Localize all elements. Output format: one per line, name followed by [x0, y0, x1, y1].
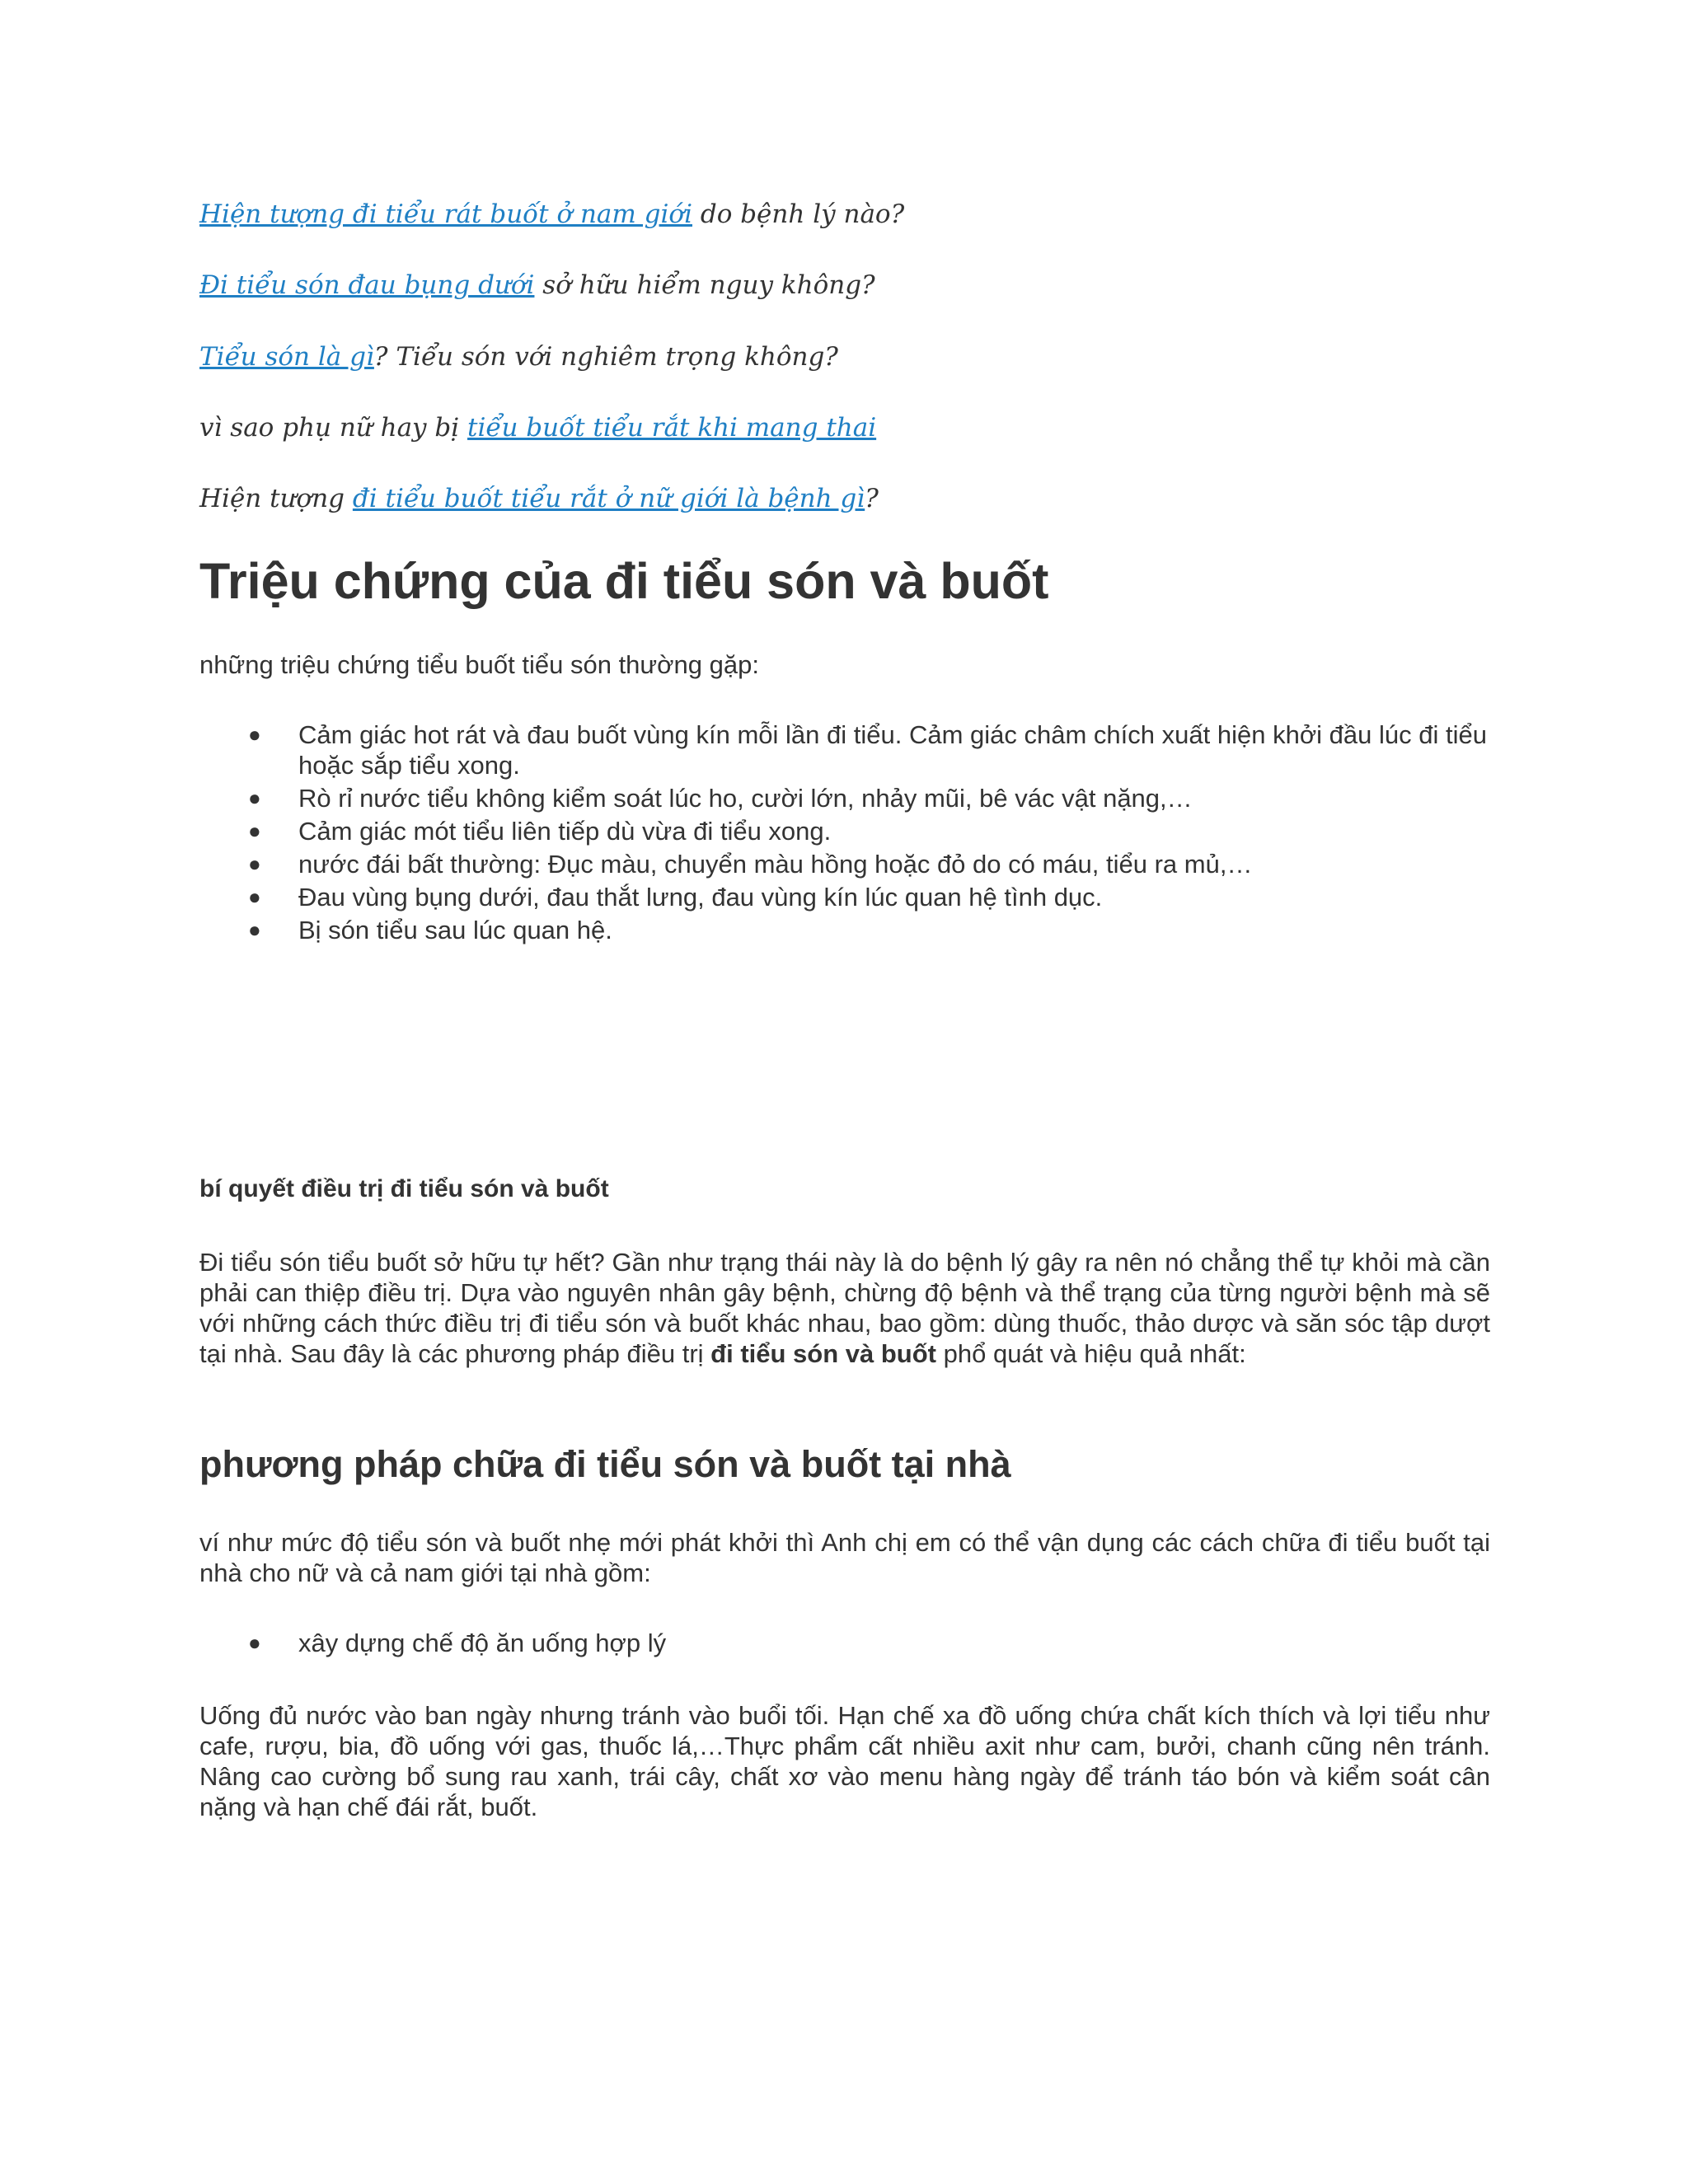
list-item-text: nước đái bất thường: Đục màu, chuyển màu hồng hoặc đỏ do có máu, tiểu ra mủ,… [298, 850, 1253, 879]
related-link[interactable]: tiểu buốt tiểu rắt khi mang thai [467, 413, 877, 443]
symptoms-list [199, 719, 1490, 948]
bullet-icon: ● [248, 884, 261, 909]
related-link-row [199, 269, 875, 302]
related-link-prefix: vì sao phụ nữ hay bị [199, 413, 468, 443]
diet-paragraph: Uống đủ nước vào ban ngày nhưng tránh vào buổi tối. Hạn chế xa đồ uống chứa chất kích thích và lợi tiểu như cafe, rượu, bia, đồ uống với gas, thuốc lá,…Thực phẩm cất nhiều axit như cam, bưởi, chanh cũng nên tránh. Nâng cao cường bổ sung rau xanh, trái cây, chất xơ vào menu hàng ngày để tránh táo bón và kiểm soát cân nặng và hạn chế đái rắt, buốt. [199, 1701, 1490, 1821]
related-link[interactable]: Đi tiểu són đau bụng dưới [199, 270, 535, 300]
bullet-icon: ● [248, 785, 261, 810]
treatment-text-end: phổ quát và hiệu quả nhất: [936, 1339, 1246, 1368]
main-title: Triệu chứng của đi tiểu són và buốt [199, 553, 1049, 609]
treatment-paragraph [199, 1247, 1490, 1369]
home-treatment-heading: phương pháp chữa đi tiểu són và buốt tại nhà [199, 1443, 1011, 1485]
tips-list [199, 1628, 1490, 1658]
related-link-row [199, 411, 876, 444]
related-link[interactable]: Hiện tượng đi tiểu rát buốt ở nam giới [199, 199, 692, 229]
bullet-icon: ● [248, 722, 261, 747]
related-link-row [199, 482, 879, 515]
list-item-text: xây dựng chế độ ăn uống hợp lý [298, 1629, 667, 1657]
list-item-text: Bị són tiểu sau lúc quan hệ. [298, 916, 612, 944]
list-item [199, 849, 1490, 879]
symptoms-intro: những triệu chứng tiểu buốt tiểu són thường gặp: [199, 650, 759, 679]
treatment-heading: bí quyết điều trị đi tiểu són và buốt [199, 1175, 609, 1202]
related-link[interactable]: đi tiểu buốt tiểu rắt ở nữ giới là bệnh gì [352, 484, 865, 513]
list-item [199, 783, 1490, 813]
list-item [199, 882, 1490, 912]
list-item [199, 915, 1490, 945]
related-link-prefix: Hiện tượng [199, 484, 353, 513]
related-link-suffix: ? [865, 484, 879, 513]
related-link-row [199, 340, 838, 373]
list-item-text: Rò rỉ nước tiểu không kiểm soát lúc ho, cười lớn, nhảy mũi, bê vác vật nặng,… [298, 784, 1193, 813]
list-item [199, 816, 1490, 846]
list-item-text: Đau vùng bụng dưới, đau thắt lưng, đau vùng kín lúc quan hệ tình dục. [298, 883, 1103, 912]
bullet-icon: ● [248, 851, 261, 876]
related-link-suffix: do bệnh lý nào? [692, 199, 905, 229]
list-item [199, 719, 1490, 780]
home-treatment-intro: ví như mức độ tiểu són và buốt nhẹ mới phát khởi thì Anh chị em có thể vận dụng các cách chữa đi tiểu buốt tại nhà cho nữ và cả nam giới tại nhà gồm: [199, 1528, 1490, 1587]
related-link-suffix: sở hữu hiểm nguy không? [534, 270, 875, 300]
related-link[interactable]: Tiểu són là gì [199, 342, 374, 372]
list-item [199, 1628, 1490, 1658]
list-item-text: Cảm giác hot rát và đau buốt vùng kín mỗi lần đi tiểu. Cảm giác châm chích xuất hiện khởi đầu lúc đi tiểu hoặc sắp tiểu xong. [298, 720, 1487, 780]
treatment-keyword: đi tiểu són và buốt [710, 1339, 936, 1368]
bullet-icon: ● [248, 917, 261, 942]
treatment-text: Đi tiểu són tiểu buốt sở hữu tự hết? Gần như trạng thái này là do bệnh lý gây ra nên nó chẳng thể tự khỏi mà cần phải can thiệp điều trị. Dựa vào nguyên nhân gây bệnh, chừng độ bệnh và thể trạng của từng người bệnh mà sẽ với những cách thức điều trị đi tiểu són và buốt khác nhau, bao gồm: dùng thuốc, thảo dược và săn sóc tập dượt tại nhà. Sau đây là các phương pháp điều trị [199, 1248, 1490, 1368]
related-link-row [199, 198, 904, 231]
bullet-icon: ● [248, 1630, 261, 1655]
related-link-suffix: ? Tiểu són với nghiêm trọng không? [373, 342, 838, 372]
list-item-text: Cảm giác mót tiểu liên tiếp dù vừa đi tiểu xong. [298, 817, 832, 846]
bullet-icon: ● [248, 818, 261, 843]
